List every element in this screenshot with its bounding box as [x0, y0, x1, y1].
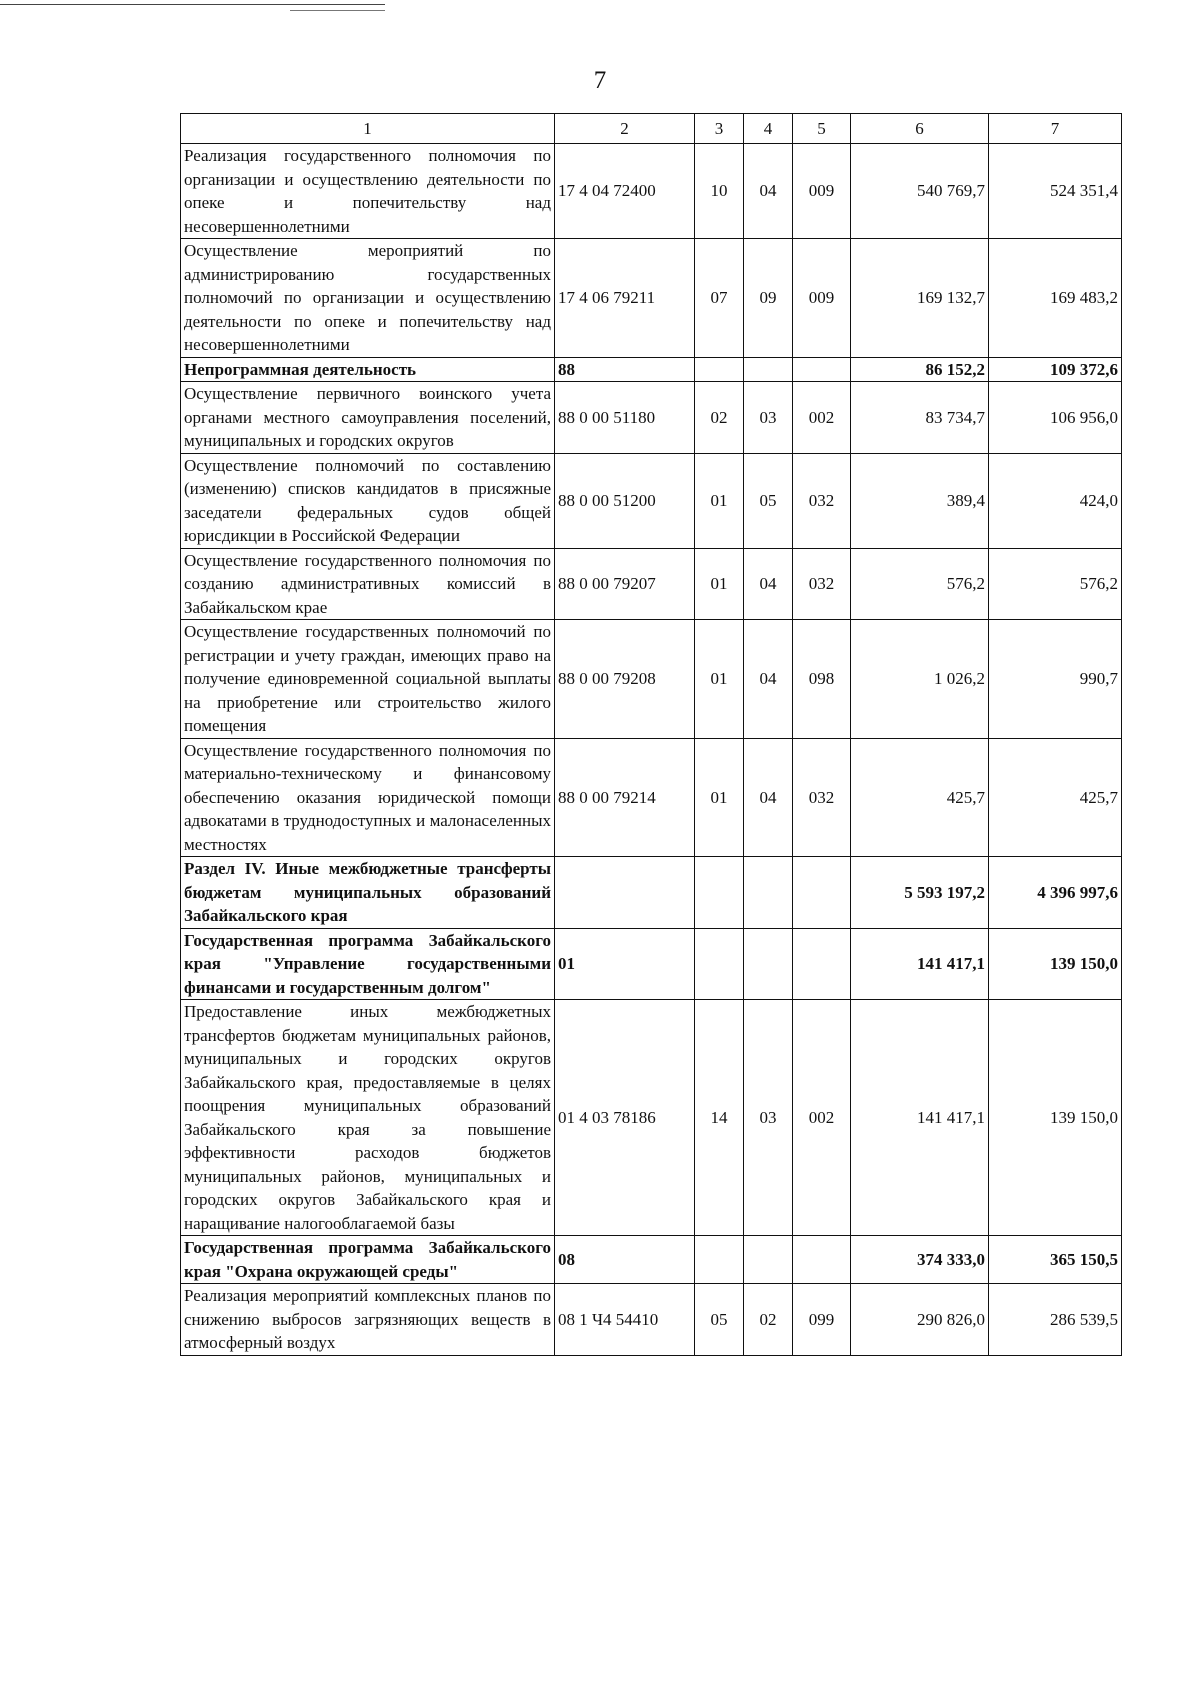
row-amount-cell: 83 734,7 — [851, 382, 989, 454]
column-header: 4 — [744, 114, 793, 144]
table-row — [181, 738, 1122, 857]
row-subsection-cell — [744, 857, 793, 929]
row-name-cell: Осуществление мероприятий по администрированию государственных полномочий по организации и осуществлению деятельности по опеке и попечительству над несовершеннолетними — [181, 239, 555, 358]
row-amount-cell: 139 150,0 — [989, 1000, 1122, 1236]
row-subsection-cell — [744, 928, 793, 1000]
row-name-cell: Осуществление государственных полномочий по регистрации и учету граждан, имеющих право на получение единовременной социальной выплаты на приобретение или строительство жилого помещения — [181, 620, 555, 739]
row-code-cell: 88 0 00 79208 — [555, 620, 695, 739]
row-name-cell: Осуществление полномочий по составлению (изменению) списков кандидатов в присяжные заседатели федеральных судов общей юрисдикции в Российской Федерации — [181, 453, 555, 548]
row-subsection-cell: 02 — [744, 1284, 793, 1356]
row-name-cell: Реализация государственного полномочия по организации и осуществлению деятельности по опеке и попечительству над несовершеннолетними — [181, 144, 555, 239]
row-section-cell: 14 — [695, 1000, 744, 1236]
row-section-cell — [695, 857, 744, 929]
table-body — [181, 114, 1122, 1356]
page-number: 7 — [593, 67, 607, 94]
row-amount-cell: 374 333,0 — [851, 1236, 989, 1284]
row-amount-cell: 540 769,7 — [851, 144, 989, 239]
column-header: 2 — [555, 114, 695, 144]
row-amount-cell: 290 826,0 — [851, 1284, 989, 1356]
row-type-cell: 098 — [793, 620, 851, 739]
row-section-cell — [695, 928, 744, 1000]
scan-edge-line — [0, 4, 385, 5]
row-subsection-cell: 04 — [744, 620, 793, 739]
table-row — [181, 239, 1122, 358]
row-amount-cell: 425,7 — [851, 738, 989, 857]
row-code-cell: 01 — [555, 928, 695, 1000]
row-code-cell: 88 0 00 51200 — [555, 453, 695, 548]
row-type-cell: 009 — [793, 144, 851, 239]
row-code-cell: 01 4 03 78186 — [555, 1000, 695, 1236]
row-amount-cell: 990,7 — [989, 620, 1122, 739]
row-name-cell: Предоставление иных межбюджетных трансфертов бюджетам муниципальных районов, муниципальных и городских округов Забайкальского края, предоставляемые в целях поощрения муниципальных образований Забайкальского края за повышение эффективности расходов бюджетов муниципальных районов, муниципальных и городских округов Забайкальского края и наращивание налогооблагаемой базы — [181, 1000, 555, 1236]
row-subsection-cell — [744, 1236, 793, 1284]
row-amount-cell: 286 539,5 — [989, 1284, 1122, 1356]
table-row — [181, 453, 1122, 548]
table-row — [181, 620, 1122, 739]
row-type-cell: 002 — [793, 382, 851, 454]
row-amount-cell: 424,0 — [989, 453, 1122, 548]
row-amount-cell: 169 483,2 — [989, 239, 1122, 358]
row-section-cell: 01 — [695, 738, 744, 857]
budget-table — [180, 113, 1122, 1356]
row-code-cell: 08 1 Ч4 54410 — [555, 1284, 695, 1356]
row-type-cell: 009 — [793, 239, 851, 358]
row-section-cell: 07 — [695, 239, 744, 358]
row-amount-cell: 141 417,1 — [851, 928, 989, 1000]
row-section-cell: 05 — [695, 1284, 744, 1356]
row-name-cell: Государственная программа Забайкальского края "Охрана окружающей среды" — [181, 1236, 555, 1284]
row-amount-cell: 106 956,0 — [989, 382, 1122, 454]
column-header: 6 — [851, 114, 989, 144]
column-header: 7 — [989, 114, 1122, 144]
row-section-cell: 01 — [695, 453, 744, 548]
row-type-cell — [793, 357, 851, 382]
row-amount-cell: 169 132,7 — [851, 239, 989, 358]
row-subsection-cell: 03 — [744, 382, 793, 454]
column-header: 3 — [695, 114, 744, 144]
row-type-cell — [793, 928, 851, 1000]
row-amount-cell: 365 150,5 — [989, 1236, 1122, 1284]
row-name-cell: Раздел IV. Иные межбюджетные трансферты бюджетам муниципальных образований Забайкальского края — [181, 857, 555, 929]
row-code-cell: 17 4 04 72400 — [555, 144, 695, 239]
table-row — [181, 857, 1122, 929]
row-name-cell: Осуществление государственного полномочия по материально-техническому и финансовому обеспечению оказания юридической помощи адвокатами в труднодоступных и малонаселенных местностях — [181, 738, 555, 857]
row-section-cell: 01 — [695, 620, 744, 739]
table-row — [181, 928, 1122, 1000]
row-code-cell: 08 — [555, 1236, 695, 1284]
row-amount-cell: 524 351,4 — [989, 144, 1122, 239]
row-section-cell: 10 — [695, 144, 744, 239]
column-header: 5 — [793, 114, 851, 144]
table-row — [181, 548, 1122, 620]
row-section-cell — [695, 1236, 744, 1284]
column-header: 1 — [181, 114, 555, 144]
row-amount-cell: 576,2 — [851, 548, 989, 620]
row-type-cell: 032 — [793, 738, 851, 857]
row-code-cell: 88 0 00 79207 — [555, 548, 695, 620]
row-subsection-cell: 04 — [744, 738, 793, 857]
row-subsection-cell — [744, 357, 793, 382]
row-code-cell: 88 0 00 79214 — [555, 738, 695, 857]
row-type-cell: 032 — [793, 548, 851, 620]
row-name-cell: Осуществление первичного воинского учета органами местного самоуправления поселений, муниципальных и городских округов — [181, 382, 555, 454]
row-code-cell: 88 — [555, 357, 695, 382]
table-row — [181, 144, 1122, 239]
row-subsection-cell: 09 — [744, 239, 793, 358]
table-row — [181, 1284, 1122, 1356]
row-amount-cell: 576,2 — [989, 548, 1122, 620]
row-code-cell: 17 4 06 79211 — [555, 239, 695, 358]
row-subsection-cell: 05 — [744, 453, 793, 548]
row-section-cell: 02 — [695, 382, 744, 454]
row-type-cell: 099 — [793, 1284, 851, 1356]
row-amount-cell: 5 593 197,2 — [851, 857, 989, 929]
table-row — [181, 1000, 1122, 1236]
scan-edge-line — [290, 10, 385, 11]
row-name-cell: Непрограммная деятельность — [181, 357, 555, 382]
row-amount-cell: 4 396 997,6 — [989, 857, 1122, 929]
row-amount-cell: 109 372,6 — [989, 357, 1122, 382]
row-type-cell — [793, 1236, 851, 1284]
row-amount-cell: 86 152,2 — [851, 357, 989, 382]
row-subsection-cell: 04 — [744, 144, 793, 239]
row-type-cell: 032 — [793, 453, 851, 548]
table-row — [181, 382, 1122, 454]
row-name-cell: Реализация мероприятий комплексных планов по снижению выбросов загрязняющих веществ в атмосферный воздух — [181, 1284, 555, 1356]
row-code-cell: 88 0 00 51180 — [555, 382, 695, 454]
row-code-cell — [555, 857, 695, 929]
table-header-row — [181, 114, 1122, 144]
row-name-cell: Государственная программа Забайкальского края "Управление государственными финансами и государственным долгом" — [181, 928, 555, 1000]
row-type-cell — [793, 857, 851, 929]
table-row — [181, 1236, 1122, 1284]
table-row — [181, 357, 1122, 382]
row-name-cell: Осуществление государственного полномочия по созданию административных комиссий в Забайкальском крае — [181, 548, 555, 620]
row-amount-cell: 141 417,1 — [851, 1000, 989, 1236]
row-section-cell: 01 — [695, 548, 744, 620]
row-type-cell: 002 — [793, 1000, 851, 1236]
row-amount-cell: 139 150,0 — [989, 928, 1122, 1000]
row-amount-cell: 425,7 — [989, 738, 1122, 857]
row-subsection-cell: 04 — [744, 548, 793, 620]
row-amount-cell: 389,4 — [851, 453, 989, 548]
row-subsection-cell: 03 — [744, 1000, 793, 1236]
row-amount-cell: 1 026,2 — [851, 620, 989, 739]
row-section-cell — [695, 357, 744, 382]
